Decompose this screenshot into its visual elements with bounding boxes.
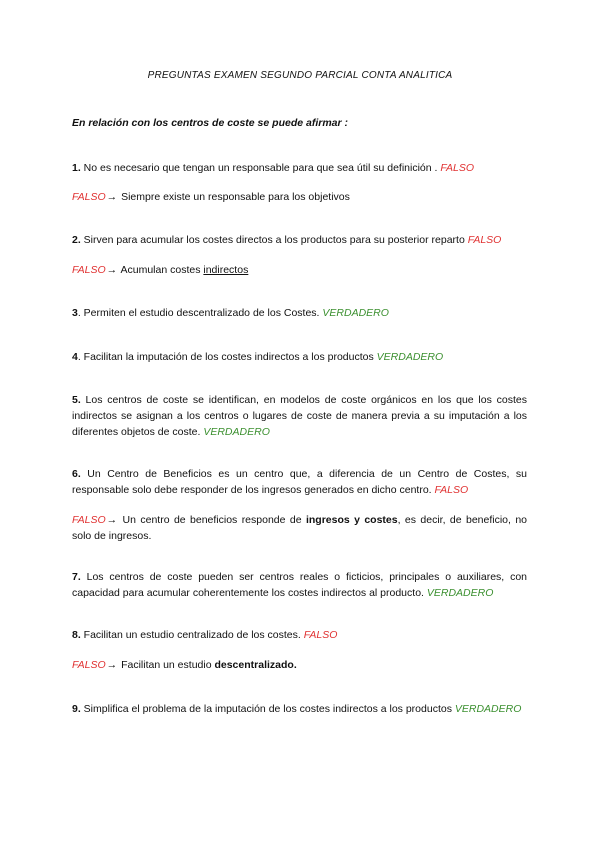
verdict-verdadero: VERDADERO xyxy=(376,351,444,363)
question-text: . Facilitan la imputación de los costes indirectos a los productos xyxy=(77,351,377,363)
question-text: . Permiten el estudio descentralizado de los Costes. xyxy=(77,307,323,319)
question-number: 9. xyxy=(72,703,81,715)
question-number: 4 xyxy=(72,351,78,363)
question-text: Simplifica el problema de la imputación de los costes indirectos a los productos xyxy=(80,703,455,715)
question-text: Sirven para acumular los costes directos a los productos para su posterior reparto xyxy=(80,234,468,246)
note-bold: descentralizado. xyxy=(214,659,297,671)
note-text: Acumulan costes xyxy=(118,264,204,276)
section-heading: En relación con los centros de coste se puede afirmar : xyxy=(72,117,349,129)
question-number: 1. xyxy=(72,162,81,174)
question-4 xyxy=(72,349,527,365)
question-5 xyxy=(72,392,527,440)
question-number: 6. xyxy=(72,468,81,480)
question-3 xyxy=(72,305,527,321)
question-text: Los centros de coste pueden ser centros reales o ficticios, principales o auxiliares, con capacidad para acumular coherentemente los costes indirectos al producto. xyxy=(72,571,527,599)
verdict-verdadero: VERDADERO xyxy=(454,703,522,715)
answer-note-8 xyxy=(72,657,527,673)
answer-note-1 xyxy=(72,189,527,205)
question-text: Un Centro de Beneficios es un centro que, a diferencia de un Centro de Costes, su responsable solo debe responder de los ingresos generados en dicho centro. xyxy=(72,468,527,496)
question-8 xyxy=(72,627,527,643)
question-2 xyxy=(72,232,527,248)
verdict-falso: FALSO xyxy=(440,162,474,174)
arrow-icon: → xyxy=(106,659,118,671)
question-1 xyxy=(72,160,527,176)
verdict-verdadero: VERDADERO xyxy=(426,587,494,599)
question-7 xyxy=(72,569,527,601)
note-underlined: indirectos xyxy=(203,264,249,276)
note-text: Un centro de beneficios responde de xyxy=(118,514,306,526)
question-6 xyxy=(72,466,527,498)
arrow-icon: → xyxy=(106,264,118,276)
verdict-falso: FALSO xyxy=(72,659,106,671)
note-bold: ingresos y costes xyxy=(305,514,398,526)
verdict-falso: FALSO xyxy=(72,264,106,276)
verdict-falso: FALSO xyxy=(303,629,338,641)
page-title: PREGUNTAS EXAMEN SEGUNDO PARCIAL CONTA ANALITICA xyxy=(147,70,453,81)
verdict-falso: FALSO xyxy=(434,484,469,496)
question-number: 2. xyxy=(72,234,81,246)
question-9 xyxy=(72,701,527,717)
question-number: 7. xyxy=(72,571,81,583)
verdict-verdadero: VERDADERO xyxy=(322,307,389,319)
verdict-falso: FALSO xyxy=(72,514,106,526)
note-text: , es decir, de beneficio, no solo de ingresos. xyxy=(72,514,528,542)
question-text: No es necesario que tengan un responsable para que sea útil su definición . xyxy=(80,162,441,174)
answer-note-2 xyxy=(72,262,527,278)
verdict-verdadero: VERDADERO xyxy=(203,426,270,438)
question-number: 8. xyxy=(72,629,81,641)
verdict-falso: FALSO xyxy=(467,234,502,246)
question-number: 5. xyxy=(72,394,81,406)
note-text: Facilitan un estudio xyxy=(118,659,215,671)
question-number: 3 xyxy=(72,307,78,319)
note-text: Siempre existe un responsable para los objetivos xyxy=(118,191,350,203)
arrow-icon: → xyxy=(106,191,118,203)
question-text: Los centros de coste se identifican, en modelos de coste orgánicos en los que los costes indirectos se asignan a los centros o lugares de coste de manera previa a su imputación a los diferentes objetos de coste. xyxy=(72,394,527,438)
question-text: Facilitan un estudio centralizado de los costes. xyxy=(80,629,304,641)
verdict-falso: FALSO xyxy=(72,191,106,203)
answer-note-6 xyxy=(72,512,527,544)
arrow-icon: → xyxy=(106,514,118,526)
